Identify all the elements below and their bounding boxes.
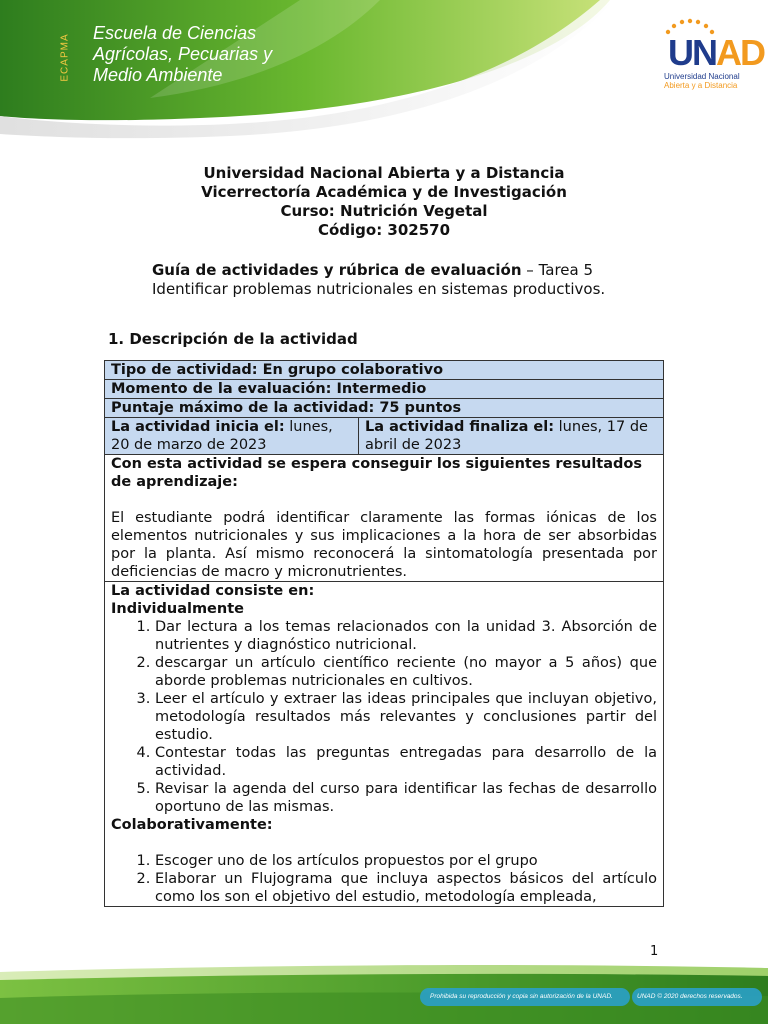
footer-banner <box>0 958 768 1024</box>
end-date-cell: La actividad finaliza el: lunes, 17 de abril de 2023 <box>359 418 664 455</box>
max-score-row: Puntaje máximo de la actividad: 75 puntos <box>105 399 664 418</box>
title-course: Curso: Nutrición Vegetal <box>280 202 488 220</box>
school-name-line1: Escuela de Ciencias <box>93 23 257 43</box>
start-date-cell: La actividad inicia el: lunes, 20 de marzo de 2023 <box>105 418 359 455</box>
school-name-line3: Medio Ambiente <box>93 65 223 85</box>
section-title: 1. Descripción de la actividad <box>108 330 358 348</box>
title-code: Código: 302570 <box>317 221 451 239</box>
document-title <box>0 164 768 240</box>
unad-caption: Universidad Nacional Abierta y a Distancia <box>664 72 740 90</box>
list-item: 1. Escoger uno de los artículos propuestos por el grupo <box>155 852 657 870</box>
ecapma-vertical-label: ECAPMA <box>59 33 71 82</box>
unad-logo <box>660 18 764 98</box>
list-item: 1. Dar lectura a los temas relacionados con la unidad 3. Absorción de nutrientes y diagnóstico nutricional. <box>155 618 657 654</box>
activity-type-row: Tipo de actividad: En grupo colaborativo <box>105 361 664 380</box>
activity-description-cell <box>105 582 664 907</box>
learning-outcomes-heading: Con esta actividad se espera conseguir los siguientes resultados de aprendizaje: <box>111 456 642 490</box>
title-university: Universidad Nacional Abierta y a Distancia <box>203 164 565 182</box>
school-name-line2: Agrícolas, Pecuarias y <box>93 44 273 64</box>
individual-list <box>111 618 657 816</box>
list-item: 5. Revisar la agenda del curso para identificar las fechas de desarrollo oportuno de las mismas. <box>155 780 657 816</box>
list-item: 2. descargar un artículo científico reciente (no mayor a 5 años) que aborde problemas nutricionales en cultivos. <box>155 654 657 690</box>
unad-wordmark: UNAD <box>668 32 764 73</box>
list-item: 3. Leer el artículo y extraer las ideas principales que incluyan objetivo, metodología resultados más relevantes y conclusiones partir del estudio. <box>155 690 657 744</box>
learning-outcomes-text: El estudiante podrá identificar claramente las formas iónicas de los elementos nutricionales y sus implicaciones a la hora de ser absorbidas por la planta. Así mismo reconocerá la sintomatología presentada por deficiencias de macro y micronutrientes. <box>111 510 657 580</box>
list-item: 4. Contestar todas las preguntas entregadas para desarrollo de la actividad. <box>155 744 657 780</box>
collaborative-list <box>111 852 657 906</box>
footer-copyright-note: Prohibida su reproducción y copia sin autorización de la UNAD. <box>430 993 613 1000</box>
individual-heading: Individualmente <box>111 601 244 617</box>
collaborative-heading: Colaborativamente: <box>111 817 273 833</box>
page-number: 1 <box>650 944 659 959</box>
activity-consists-heading: La actividad consiste en: <box>111 583 315 599</box>
footer-green-wave <box>0 958 768 1024</box>
evaluation-moment-row: Momento de la evaluación: Intermedio <box>105 380 664 399</box>
school-name <box>93 23 272 86</box>
activity-table <box>104 360 664 907</box>
list-item: 2. Elaborar un Flujograma que incluya aspectos básicos del artículo como los son el objetivo del estudio, metodología empleada, <box>155 870 657 906</box>
learning-outcomes-cell <box>105 455 664 582</box>
guide-subtitle: Identificar problemas nutricionales en sistemas productivos. <box>152 280 606 298</box>
guide-heading: Guía de actividades y rúbrica de evaluación – Tarea 5 Identificar problemas nutricionales en sistemas productivos. <box>152 261 606 298</box>
header-banner <box>0 0 768 150</box>
title-vicerrectoria: Vicerrectoría Académica y de Investigación <box>201 183 567 201</box>
footer-rights-note: UNAD © 2020 derechos reservados. <box>637 993 743 1000</box>
